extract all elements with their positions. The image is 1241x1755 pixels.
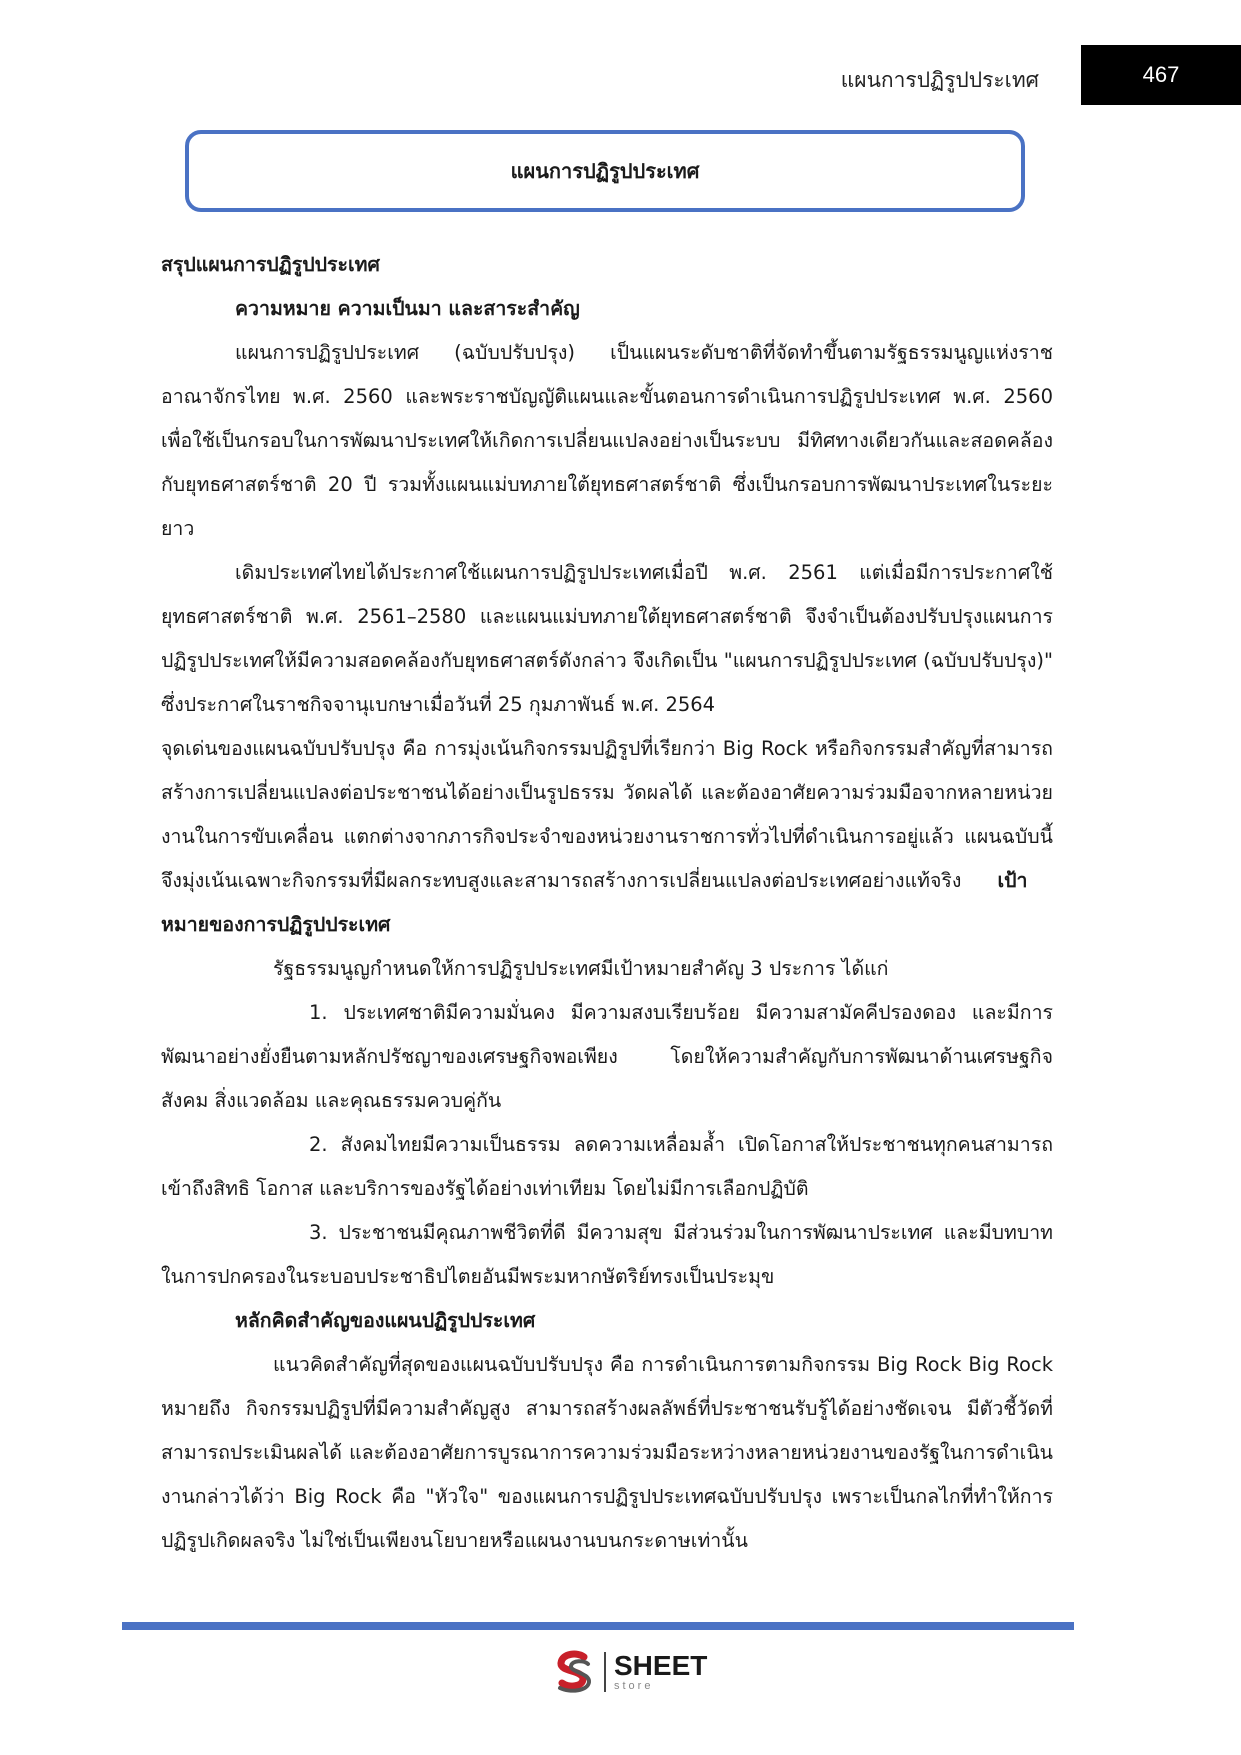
paragraph-2: เดิมประเทศไทยได้ประกาศใช้แผนการปฏิรูปประเทศเมื่อปี พ.ศ. 2561 แต่เมื่อมีการประกาศใช้ยุทธศาสตร์ชาติ พ.ศ. 2561–2580 และแผนแม่บทภายใต้ยุทธศาสตร์ชาติ จึงจำเป็นต้องปรับปรุงแผนการปฏิรูปประเทศให้มีความสอดคล้องกับยุทธศาสตร์ดังกล่าว จึงเกิดเป็น "แผนการปฏิรูปประเทศ (ฉบับปรับปรุง)" ซึ่งประกาศในราชกิจจานุเบกษาเมื่อวันที่ 25 กุมภาพันธ์ พ.ศ. 2564 xyxy=(161,561,1053,716)
chapter-title: แผนการปฏิรูปประเทศ xyxy=(510,159,700,183)
subsection-heading-meaning: ความหมาย ความเป็นมา และสาระสำคัญ xyxy=(235,297,580,320)
subsection-heading-goals: เป้าหมายของการปฏิรูปประเทศ xyxy=(161,869,1028,936)
paragraph-3-text: จุดเด่นของแผนฉบับปรับปรุง คือ การมุ่งเน้นกิจกรรมปฏิรูปที่เรียกว่า Big Rock หรือกิจกรรมสำคัญที่สามารถสร้างการเปลี่ยนแปลงต่อประชาชนได้อย่างเป็นรูปธรรม วัดผลได้ และต้องอาศัยความร่วมมือจากหลายหน่วยงานในการขับเคลื่อน แตกต่างจากภารกิจประจำของหน่วยงานราชการทั่วไปที่ดำเนินการอยู่แล้ว แผนฉบับนี้จึงมุ่งเน้นเฉพาะกิจกรรมที่มีผลกระทบสูงและสามารถสร้างการเปลี่ยนแปลงต่อประเทศอย่างแท้จริง xyxy=(161,737,1053,892)
paragraph-1: แผนการปฏิรูปประเทศ (ฉบับปรับปรุง) เป็นแผนระดับชาติที่จัดทำขึ้นตามรัฐธรรมนูญแห่งราชอาณาจักรไทย พ.ศ. 2560 และพระราชบัญญัติแผนและขั้นตอนการดำเนินการปฏิรูปประเทศ พ.ศ. 2560 เพื่อใช้เป็นกรอบในการพัฒนาประเทศให้เกิดการเปลี่ยนแปลงอย่างเป็นระบบ มีทิศทางเดียวกันและสอดคล้องกับยุทธศาสตร์ชาติ 20 ปี รวมทั้งแผนแม่บทภายใต้ยุทธศาสตร์ชาติ ซึ่งเป็นกรอบการพัฒนาประเทศในระยะยาว xyxy=(161,341,1053,540)
paragraph-goals-intro: รัฐธรรมนูญกำหนดให้การปฏิรูปประเทศมีเป้าหมายสำคัญ 3 ประการ ได้แก่ xyxy=(273,957,889,980)
paragraph-5: แนวคิดสำคัญที่สุดของแผนฉบับปรับปรุง คือ การดำเนินการตามกิจกรรม Big Rock Big Rock หมายถึง กิจกรรมปฏิรูปที่มีความสำคัญสูง สามารถสร้างผลลัพธ์ที่ประชาชนรับรู้ได้อย่างชัดเจน มีตัวชี้วัดที่สามารถประเมินผลได้ และต้องอาศัยการบูรณาการความร่วมมือระหว่างหลายหน่วยงานของรัฐในการดำเนินงานกล่าวได้ว่า Big Rock คือ "หัวใจ" ของแผนการปฏิรูปประเทศฉบับปรับปรุง เพราะเป็นกลไกที่ทำให้การปฏิรูปเกิดผลจริง ไม่ใช่เป็นเพียงนโยบายหรือแผนงานบนกระดาษเท่านั้น xyxy=(161,1353,1053,1552)
goal-item-2: 2. สังคมไทยมีความเป็นธรรม ลดความเหลื่อมล้ำ เปิดโอกาสให้ประชาชนทุกคนสามารถเข้าถึงสิทธิ โอกาส และบริการของรัฐได้อย่างเท่าเทียม โดยไม่มีการเลือกปฏิบัติ xyxy=(161,1133,1053,1200)
paragraph-3 xyxy=(161,727,1053,947)
page-number: 467 xyxy=(1142,62,1180,87)
running-header-title: แผนการปฏิรูปประเทศ xyxy=(840,68,1039,92)
section-heading: สรุปแผนการปฏิรูปประเทศ xyxy=(161,253,380,276)
logo-separator xyxy=(604,1652,606,1692)
chapter-title-box xyxy=(185,130,1025,212)
goal-item-1: 1. ประเทศชาติมีความมั่นคง มีความสงบเรียบร้อย มีความสามัคคีปรองดอง และมีการพัฒนาอย่างยั่งยืนตามหลักปรัชญาของเศรษฐกิจพอเพียง โดยให้ความสำคัญกับการพัฒนาด้านเศรษฐกิจ สังคม สิ่งแวดล้อม และคุณธรรมควบคู่กัน xyxy=(161,1001,1053,1112)
logo-text xyxy=(614,1652,707,1692)
footer-divider xyxy=(122,1622,1074,1630)
goal-item-3: 3. ประชาชนมีคุณภาพชีวิตที่ดี มีความสุข มีส่วนร่วมในการพัฒนาประเทศ และมีบทบาทในการปกครองในระบอบประชาธิปไตยอันมีพระมหากษัตริย์ทรงเป็นประมุข xyxy=(161,1221,1053,1288)
page-number-box xyxy=(1081,45,1241,105)
sheet-store-logo xyxy=(550,1648,707,1696)
logo-word: SHEET xyxy=(614,1650,708,1681)
subsection-heading-principles: หลักคิดสำคัญของแผนปฏิรูปประเทศ xyxy=(235,1309,536,1332)
document-body xyxy=(161,243,1053,1563)
logo-subword: store xyxy=(614,1680,654,1692)
sheet-store-s-logo-icon xyxy=(550,1648,598,1696)
